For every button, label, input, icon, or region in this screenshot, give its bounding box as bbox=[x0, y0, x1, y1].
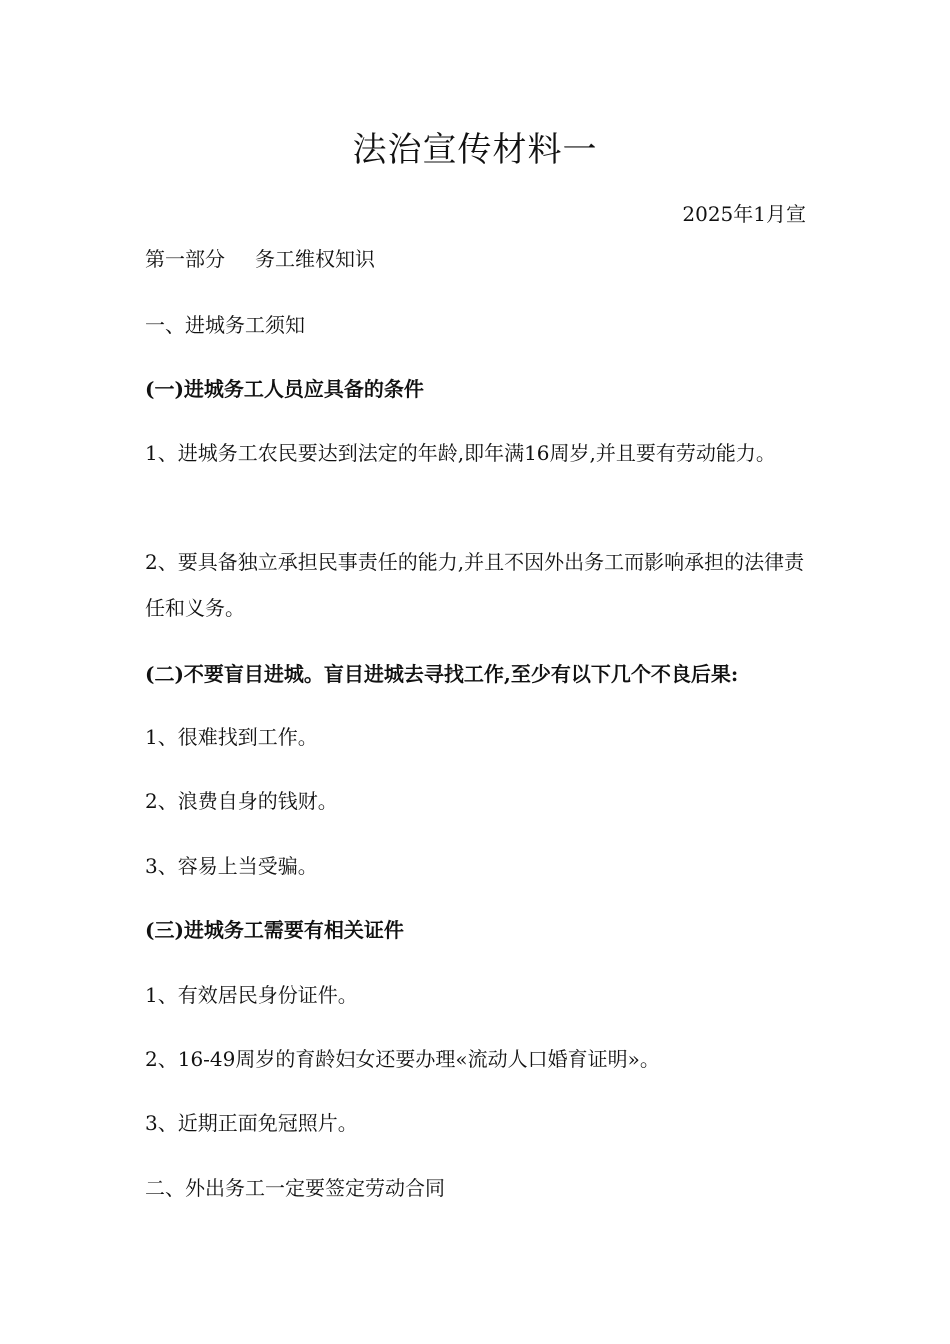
subsection-heading: (三)进城务工需要有相关证件 bbox=[145, 918, 404, 942]
part-title: 务工维权知识 bbox=[255, 247, 375, 271]
section-heading: 一、进城务工须知 bbox=[145, 313, 305, 337]
paragraph: 2、要具备独立承担民事责任的能力,并且不因外出务工而影响承担的法律责任和义务。 bbox=[145, 550, 805, 620]
subsection-heading: (二)不要盲目进城。盲目进城去寻找工作,至少有以下几个不良后果: bbox=[145, 662, 739, 686]
paragraph: 1、进城务工农民要达到法定的年龄,即年满16周岁,并且要有劳动能力。 bbox=[145, 441, 776, 465]
list-item: 1、有效居民身份证件。 bbox=[145, 983, 358, 1007]
part-label: 第一部分 bbox=[145, 247, 225, 271]
list-item: 3、近期正面免冠照片。 bbox=[145, 1111, 358, 1135]
list-item: 2、浪费自身的钱财。 bbox=[145, 789, 338, 813]
list-item: 3、容易上当受骗。 bbox=[145, 854, 318, 878]
part-heading bbox=[145, 244, 810, 274]
list-item: 2、16-49周岁的育龄妇女还要办理«流动人口婚育证明»。 bbox=[145, 1047, 660, 1071]
section-heading: 二、外出务工一定要签定劳动合同 bbox=[145, 1176, 445, 1200]
subsection-heading: (一)进城务工人员应具备的条件 bbox=[145, 377, 424, 401]
list-item: 1、很难找到工作。 bbox=[145, 725, 318, 749]
document-date: 2025年1月宣 bbox=[682, 202, 806, 226]
document-title: 法治宣传材料一 bbox=[352, 130, 598, 170]
